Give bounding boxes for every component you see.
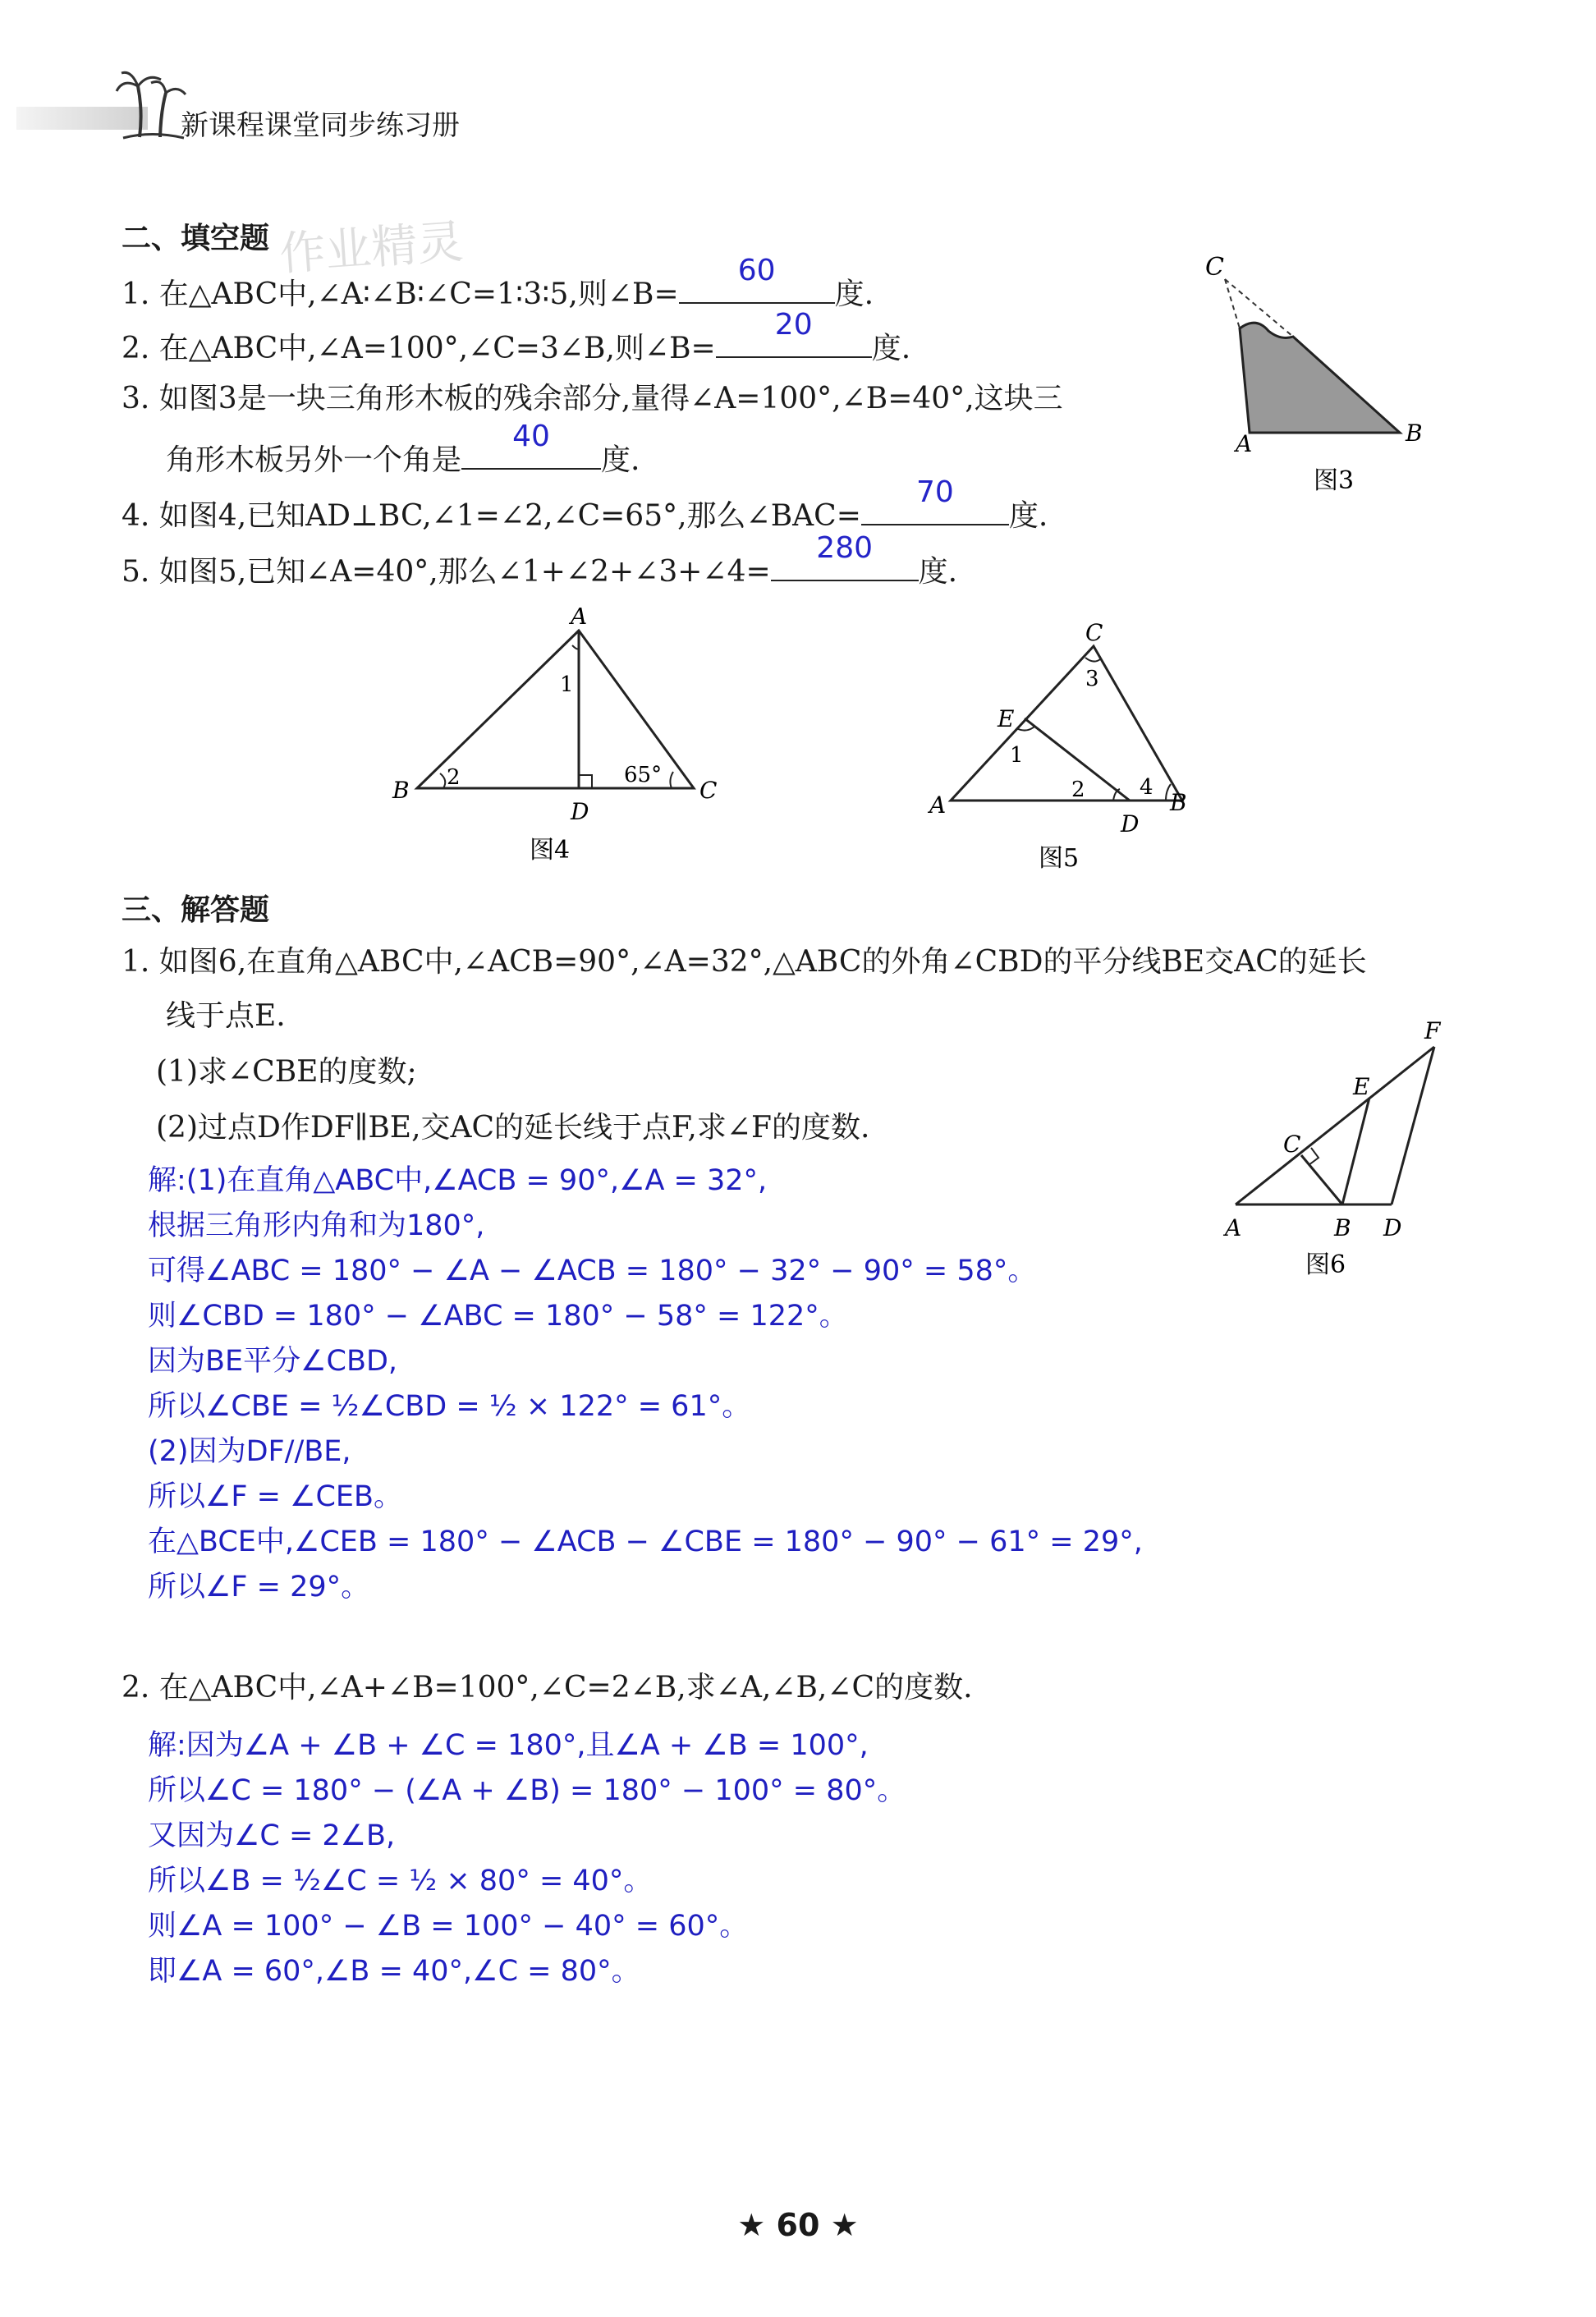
- fig4-angle-arc: [670, 772, 673, 788]
- fig6-label-c: C: [1283, 1131, 1301, 1158]
- solution-line: 解:因为∠A + ∠B + ∠C = 180°,且∠A + ∠B = 100°,: [148, 1729, 869, 1762]
- question-3-1-part1: (1)求∠CBE的度数;: [156, 1055, 417, 1089]
- question-text: 5. 如图5,已知∠A=40°,那么∠1+∠2+∠3+∠4=: [122, 555, 771, 589]
- question-2-3-line1: 3. 如图3是一块三角形木板的残余部分,量得∠A=100°,∠B=40°,这块三: [122, 382, 1063, 415]
- fig6-right-angle-mark: [1309, 1148, 1319, 1165]
- fig6-label-e: E: [1353, 1073, 1370, 1100]
- fig4-label-c: C: [699, 777, 718, 804]
- question-unit: 度.: [601, 443, 640, 477]
- fig6-label-f: F: [1424, 1017, 1441, 1044]
- answer-blank: [771, 531, 919, 581]
- solution-line: 在△BCE中,∠CEB = 180° − ∠ACB − ∠CBE = 180° − 90° − 61° = 29°,: [148, 1526, 1143, 1558]
- fig3-board-shape: [1240, 323, 1400, 433]
- fig4-angle-c: 65°: [624, 763, 663, 787]
- fig6-line-be: [1342, 1098, 1369, 1204]
- fig3-label-b: B: [1406, 420, 1423, 447]
- question-unit: 度.: [834, 278, 874, 311]
- fig5-angle-2: 2: [1071, 778, 1085, 802]
- solution-1: [148, 1163, 1143, 1614]
- fig6-label-a: A: [1225, 1214, 1242, 1241]
- fig3-label-a: A: [1236, 430, 1253, 457]
- answer-blank: [716, 308, 872, 358]
- fig5-label-a: A: [929, 791, 947, 819]
- solution-line: 因为BE平分∠CBD,: [148, 1345, 398, 1378]
- answer-value: 70: [915, 475, 954, 509]
- question-text: 1. 在△ABC中,∠A∶∠B∶∠C=1∶3∶5,则∠B=: [122, 278, 679, 311]
- palm-tree-icon: [115, 70, 189, 140]
- question-unit: 度.: [1008, 499, 1048, 533]
- question-3-1-part2: (2)过点D作DF∥BE,交AC的延长线于点F,求∠F的度数.: [156, 1111, 870, 1145]
- answer-value: 20: [774, 308, 813, 342]
- question-unit: 度.: [918, 555, 958, 589]
- question-text: 2. 在△ABC中,∠A=100°,∠C=3∠B,则∠B=: [122, 332, 716, 365]
- fig3-caption: 图3: [1314, 466, 1355, 495]
- header: [16, 70, 509, 144]
- solution-line: 又因为∠C = 2∠B,: [148, 1819, 396, 1852]
- fig5-label-b: B: [1170, 789, 1187, 816]
- figure-3: [1190, 250, 1461, 497]
- fig4-angle-arc: [440, 773, 445, 788]
- fig5-label-c: C: [1085, 620, 1103, 646]
- solution-line: 根据三角形内角和为180°,: [148, 1209, 485, 1242]
- fig4-angle-2: 2: [447, 765, 461, 790]
- solution-line: 即∠A = 60°,∠B = 40°,∠C = 80°。: [148, 1955, 640, 1988]
- solution-line: 可得∠ABC = 180° − ∠A − ∠ACB = 180° − 32° − 90° = 58°。: [148, 1255, 1037, 1287]
- fig6-line-af: [1236, 1047, 1434, 1204]
- fig6-caption: 图6: [1305, 1250, 1346, 1279]
- fig4-label-b: B: [392, 777, 410, 804]
- section3-title: 三、解答题: [122, 893, 270, 927]
- fig5-angle-arc: [1085, 658, 1100, 662]
- answer-value: 280: [816, 531, 874, 565]
- question-3-1-line2: 线于点E.: [166, 999, 286, 1033]
- fig6-label-b: B: [1334, 1214, 1351, 1241]
- answer-value: 60: [737, 254, 776, 287]
- answer-blank: [861, 475, 1009, 525]
- solution-line: 则∠A = 100° − ∠B = 100° − 40° = 60°。: [148, 1910, 749, 1943]
- fig3-label-c: C: [1205, 253, 1224, 282]
- question-2-5: [122, 531, 958, 590]
- fig4-angle-1: 1: [560, 672, 574, 697]
- solution-line: 所以∠C = 180° − (∠A + ∠B) = 180° − 100° = 80°。: [148, 1774, 906, 1807]
- fig6-line-df: [1392, 1047, 1434, 1204]
- solution-line: 所以∠F = 29°。: [148, 1571, 370, 1604]
- question-unit: 度.: [871, 332, 911, 365]
- question-text: 4. 如图4,已知AD⊥BC,∠1=∠2,∠C=65°,那么∠BAC=: [122, 499, 861, 533]
- fig6-label-d: D: [1383, 1214, 1402, 1241]
- page-number: ★ 60 ★: [737, 2207, 859, 2243]
- question-3-2: 2. 在△ABC中,∠A+∠B=100°,∠C=2∠B,求∠A,∠B,∠C的度数.: [122, 1671, 973, 1704]
- fig4-caption: 图4: [530, 836, 571, 865]
- question-3-1-line1: 1. 如图6,在直角△ABC中,∠ACB=90°,∠A=32°,△ABC的外角∠CBD的平分线BE交AC的延长: [122, 945, 1367, 979]
- fig3-cut-line: [1225, 279, 1240, 328]
- answer-blank: [461, 420, 601, 470]
- solution-line: 所以∠F = ∠CEB。: [148, 1480, 403, 1513]
- watermark: 作业精灵: [277, 215, 466, 282]
- figure-6: [1215, 1014, 1486, 1285]
- book-title: 新课程课堂同步练习册: [181, 109, 460, 142]
- answer-blank: [679, 254, 835, 304]
- question-2-4: [122, 475, 1048, 535]
- solution-line: 则∠CBD = 180° − ∠ABC = 180° − 58° = 122°。: [148, 1300, 848, 1333]
- answer-value: 40: [512, 420, 550, 453]
- solution-line: 解:(1)在直角△ABC中,∠ACB = 90°,∠A = 32°,: [148, 1164, 768, 1197]
- fig5-angle-4: 4: [1140, 775, 1153, 800]
- fig4-label-a: A: [571, 608, 588, 630]
- figure-4: [386, 608, 731, 874]
- fig4-label-d: D: [571, 798, 589, 825]
- solution-2: [148, 1727, 906, 1998]
- fig5-caption: 图5: [1039, 844, 1080, 873]
- fig5-angle-3: 3: [1085, 667, 1099, 691]
- solution-line: (2)因为DF//BE,: [148, 1435, 351, 1468]
- figure-5: [920, 620, 1215, 879]
- solution-line: 所以∠B = ½∠C = ½ × 80° = 40°。: [148, 1865, 653, 1897]
- question-text: 角形木板另外一个角是: [166, 443, 462, 477]
- fig5-label-e: E: [998, 705, 1015, 732]
- question-2-2: [122, 308, 911, 367]
- section2-title: 二、填空题: [122, 222, 270, 255]
- fig5-angle-1: 1: [1010, 743, 1024, 768]
- fig5-label-d: D: [1121, 810, 1140, 837]
- question-2-3: [166, 420, 640, 479]
- fig4-right-angle-mark: [579, 775, 592, 788]
- solution-line: 所以∠CBE = ½∠CBD = ½ × 122° = 61°。: [148, 1390, 751, 1423]
- fig6-line-bc: [1301, 1155, 1342, 1204]
